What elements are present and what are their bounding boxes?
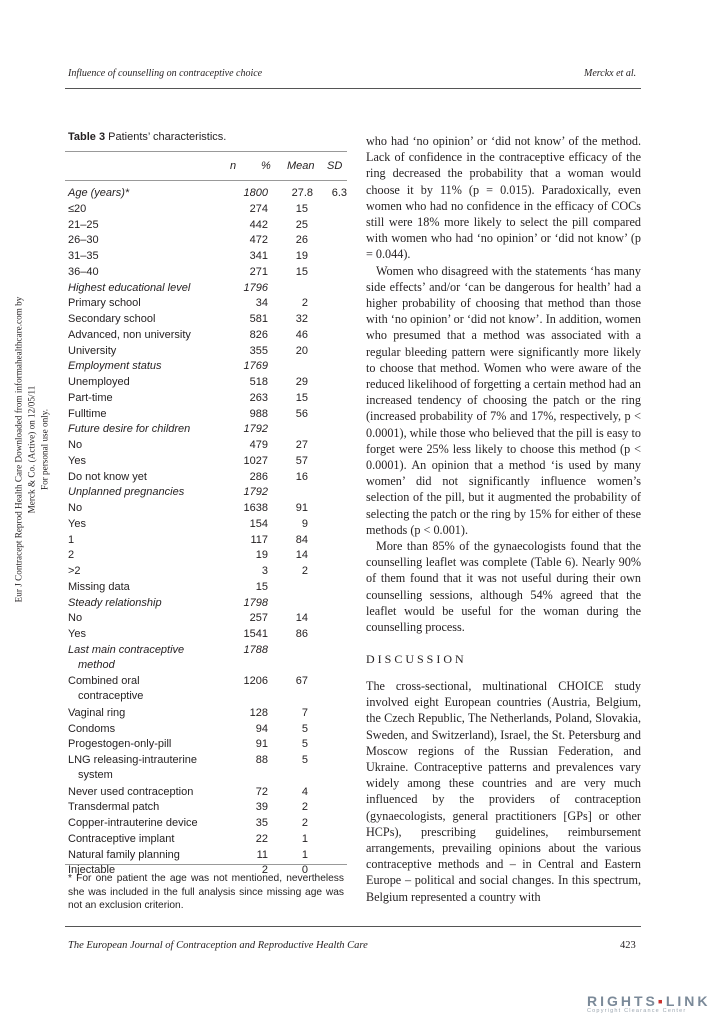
row-n: 1769 (243, 360, 268, 373)
row-label: University (68, 344, 117, 357)
row-pct: 2 (301, 817, 308, 829)
row-pct: 20 (295, 344, 308, 357)
table-row (68, 738, 347, 753)
table-row (68, 581, 347, 596)
row-pct: 14 (295, 612, 308, 625)
logo-text-rights: RIGHTS (587, 993, 658, 1009)
row-n: 826 (249, 328, 268, 341)
row-label: Combined oral (68, 675, 140, 688)
row-n: 1798 (243, 596, 268, 609)
row-label: Condoms (68, 722, 116, 735)
table-row (68, 833, 347, 848)
col-header-n: n (230, 160, 237, 172)
row-pct: 14 (295, 549, 308, 562)
row-n: 271 (249, 265, 268, 278)
row-pct: 15 (295, 391, 308, 404)
table-bottom-rule (65, 864, 347, 865)
row-n: 442 (249, 218, 268, 231)
row-n: 154 (249, 517, 268, 530)
row-n: 518 (249, 376, 268, 388)
row-pct: 2 (301, 565, 308, 577)
col-header-pct: % (261, 160, 271, 172)
logo-mark: ▪ (657, 993, 666, 1009)
rightslink-logo (587, 993, 711, 1014)
table-row (68, 408, 347, 423)
row-n: 88 (255, 754, 268, 766)
table-row (68, 754, 347, 781)
row-n: 94 (255, 722, 268, 735)
row-pct: 15 (295, 202, 308, 215)
row-n: 263 (249, 391, 268, 404)
row-pct: 1 (301, 848, 308, 861)
table-row (68, 439, 347, 454)
row-label: No (68, 612, 83, 625)
row-pct: 84 (295, 533, 308, 546)
row-pct: 2 (301, 801, 308, 814)
table-row (68, 723, 347, 738)
row-label: Steady relationship (68, 596, 162, 609)
row-pct: 67 (295, 675, 308, 688)
row-pct: 57 (295, 454, 308, 467)
row-n: 91 (255, 738, 268, 751)
row-label-cont: contraceptive (78, 690, 144, 703)
table-row (68, 250, 347, 265)
row-label: Progestogen-only-pill (68, 738, 172, 751)
table-footnote: * For one patient the age was not mentioned, nevertheless she was included in the full analysis since missing age was not an exclusion criterion. (68, 873, 344, 911)
row-label: Contraceptive implant (68, 832, 175, 845)
paragraph-2: Women who disagreed with the statements ‘has many side effects’ and/or ‘can be dangerous for health’ had a higher probability of choosing that method than those with ‘no opinion’ or ‘did not know’. In addition, women who presumed that a method was associated with a regular bleeding pattern were significantly more likely to choose that method. Women who were aware of the reduced likelihood of forgetting a certain method had an increased tendency of choosing the patch or the ring (increased probability of 7% and 17%, respectively, p < 0.0001), while those who believed that the pill is easy to forget were 25% less likely to choose this method (p < 0.0001). An opinion that a method ‘is used by many women’ did not significantly influence women’s selection of the pill, but it augmented the probability of selecting the patch or the ring by 15% for either of these methods (p < 0.001). (366, 263, 641, 537)
row-n: 988 (249, 407, 268, 420)
row-label: Highest educational level (68, 281, 191, 294)
row-label: Secondary school (68, 313, 156, 325)
row-pct: 5 (301, 722, 308, 735)
row-label: 31–35 (68, 250, 99, 262)
row-label: No (68, 502, 83, 514)
row-n: 3 (261, 565, 268, 577)
row-label: Yes (68, 628, 86, 640)
row-label: Primary school (68, 297, 141, 310)
row-n: 286 (249, 470, 268, 483)
table-row (68, 219, 347, 234)
row-n: 1541 (243, 628, 268, 640)
footer-rule (65, 926, 641, 927)
row-pct: 25 (295, 218, 308, 231)
table-row (68, 471, 347, 486)
row-n: 257 (249, 612, 268, 625)
table-row (68, 266, 347, 281)
row-label: 1 (68, 533, 75, 546)
table-row (68, 534, 347, 549)
col-header-mean: Mean (287, 160, 315, 172)
table-row (68, 486, 347, 501)
row-pct: 32 (295, 313, 308, 325)
table-row (68, 643, 347, 671)
table-row (68, 786, 347, 801)
row-label-cont: system (78, 769, 113, 781)
body-text-upper (366, 133, 641, 635)
row-pct: 1 (301, 832, 308, 845)
row-n: 274 (249, 202, 268, 215)
paragraph-1: who had ‘no opinion’ or ‘did not know’ of the method. Lack of confidence in the contraceptive efficacy of the ring decreased the probability that a woman would choose it by 11% (p = 0.015). Paradoxically, even women who had no confidence in the efficacy of COCs still were 18% more likely to select the pill compared with women who had ‘no opinion’ or ‘did not know’ (p = 0.044). (366, 134, 641, 262)
table-row (68, 234, 347, 249)
row-pct: 7 (301, 706, 308, 719)
table-top-rule (65, 151, 347, 152)
row-pct: 56 (295, 407, 308, 420)
row-n: 35 (255, 817, 268, 829)
row-pct: 29 (295, 376, 308, 388)
author-header: Merckx et al. (584, 68, 637, 79)
row-label-cont: method (78, 658, 115, 671)
table-row (68, 329, 347, 344)
body-text-lower (366, 678, 641, 905)
row-label: Future desire for children (68, 423, 191, 436)
row-pct: 16 (295, 470, 308, 483)
row-label: LNG releasing-intrauterine (68, 754, 198, 766)
table-row (68, 203, 347, 218)
row-label: Natural family planning (68, 848, 180, 861)
table-row (68, 282, 347, 297)
row-label: Transdermal patch (68, 801, 160, 814)
row-label: Never used contraception (68, 785, 194, 798)
table-header-rule (65, 180, 347, 181)
row-pct: 15 (295, 265, 308, 278)
row-pct: 91 (295, 502, 308, 514)
row-label: Copper-intrauterine device (68, 817, 198, 829)
download-watermark (13, 290, 52, 610)
row-n: 72 (255, 785, 268, 798)
row-pct: 27 (295, 439, 308, 451)
table-caption-text: Patients’ characteristics. (105, 131, 227, 143)
row-pct: 0 (301, 864, 308, 877)
row-label: ≤20 (68, 202, 87, 215)
row-n: 15 (255, 580, 268, 593)
row-sd: 6.3 (331, 187, 347, 199)
header-rule (65, 88, 641, 89)
row-n: 1788 (243, 643, 268, 656)
table-row (68, 817, 347, 832)
row-n: 341 (249, 250, 268, 262)
row-label: No (68, 439, 83, 451)
row-label: 36–40 (68, 265, 99, 278)
paragraph-3: More than 85% of the gynaecologists found that the counselling leaflet was complete (Table 6). Nearly 90% of them found that it was not useful during their own counselling sessions, although 54% agreed that the leaflet would be useful for the woman during the counselling process. (366, 539, 641, 635)
table-row (68, 628, 347, 643)
table-row (68, 597, 347, 612)
row-n: 39 (255, 801, 268, 814)
row-n: 1800 (243, 187, 268, 199)
table-row (68, 518, 347, 533)
download-watermark-line1: Eur J Contracept Reprod Health Care Downloaded from informahealthcare.com by Merck & Co. (Active) on 12/05/11 (13, 296, 37, 603)
row-pct: 2 (301, 297, 308, 310)
row-pct: 46 (295, 328, 308, 341)
row-pct: 26 (295, 234, 308, 247)
row-label: Missing data (68, 580, 130, 593)
table-label: Table 3 (68, 131, 106, 143)
row-pct: 5 (301, 754, 308, 766)
table-row (68, 849, 347, 864)
row-n: 355 (249, 344, 268, 357)
table-caption (68, 131, 226, 143)
row-label: 26–30 (68, 234, 99, 247)
row-label: Injectable (68, 864, 116, 877)
row-label: 2 (68, 549, 75, 562)
row-pct: 19 (295, 250, 308, 262)
row-pct: 86 (295, 628, 308, 640)
row-n: 581 (249, 313, 268, 325)
row-n: 117 (250, 533, 268, 546)
row-n: 19 (255, 549, 268, 562)
row-pct: 5 (301, 738, 308, 751)
row-n: 34 (255, 297, 268, 310)
row-label: Part-time (68, 391, 113, 404)
table-row (68, 502, 347, 517)
row-label: Age (years)* (68, 187, 130, 199)
table-row (68, 392, 347, 407)
row-label: >2 (68, 565, 81, 577)
row-n: 1206 (243, 675, 268, 688)
table-row (68, 313, 347, 328)
row-label: 21–25 (68, 218, 99, 231)
row-n: 2 (261, 864, 268, 877)
section-heading-discussion: DISCUSSION (366, 652, 467, 666)
row-label: Unplanned pregnancies (68, 486, 185, 499)
table-row (68, 376, 347, 391)
row-n: 472 (249, 234, 268, 247)
logo-text-link: LINK (665, 993, 711, 1009)
row-n: 1638 (243, 502, 268, 514)
table-row (68, 675, 347, 703)
row-n: 1027 (243, 454, 268, 467)
paragraph-4: The cross-sectional, multinational CHOICE study involved eight European countries (Austria, Belgium, the Czech Republic, The Netherlands, Poland, Slovakia, Sweden, and Switzerland), Israel, the St. Petersburg and Moscow regions of the Russian Federation, and Ukraine. Contraceptive patterns and prevalences vary widely among these countries and are very much influenced by the providers of contraception (gynaecologists, general practitioners [GPs] or other HCPs), prescribing guidelines, reimbursement arrangements, prevailing opinions about the various contraceptive methods and – in Central and Eastern Europe – political and social changes. In this spectrum, Belgium represented a country with (366, 679, 641, 904)
row-pct: 9 (301, 517, 308, 530)
row-n: 1792 (243, 486, 268, 499)
download-watermark-line2: For personal use only. (39, 408, 50, 491)
table-row (68, 549, 347, 564)
row-n: 128 (249, 706, 268, 719)
table-row (68, 612, 347, 627)
table-row (68, 187, 347, 202)
row-n: 1796 (243, 281, 268, 294)
row-label: Fulltime (68, 407, 107, 420)
row-pct: 4 (301, 785, 308, 798)
rightslink-logo-text (587, 993, 711, 1009)
table-row (68, 360, 347, 375)
rightslink-tagline: Copyright Clearance Center (587, 1008, 687, 1014)
row-n: 22 (255, 832, 268, 845)
row-label: Employment status (68, 360, 162, 373)
row-mean: 27.8 (291, 187, 313, 199)
row-label: Vaginal ring (68, 706, 126, 719)
row-label: Do not know yet (68, 470, 147, 483)
table-row (68, 423, 347, 438)
table-row (68, 565, 347, 580)
table-row (68, 297, 347, 312)
page-number: 423 (620, 940, 636, 951)
row-label: Yes (68, 517, 86, 530)
table-row (68, 455, 347, 470)
row-label: Last main contraceptive (68, 643, 185, 656)
running-title: Influence of counselling on contraceptive choice (68, 68, 263, 79)
journal-name: The European Journal of Contraception and Reproductive Health Care (68, 940, 368, 951)
table-row (68, 801, 347, 816)
col-header-sd: SD (327, 160, 343, 172)
row-n: 11 (256, 848, 268, 861)
table-row (68, 345, 347, 360)
row-label: Advanced, non university (68, 328, 191, 341)
table-row (68, 707, 347, 722)
row-label: Unemployed (68, 376, 130, 388)
row-label: Yes (68, 454, 86, 467)
row-n: 1792 (243, 423, 268, 436)
row-n: 479 (249, 439, 268, 451)
